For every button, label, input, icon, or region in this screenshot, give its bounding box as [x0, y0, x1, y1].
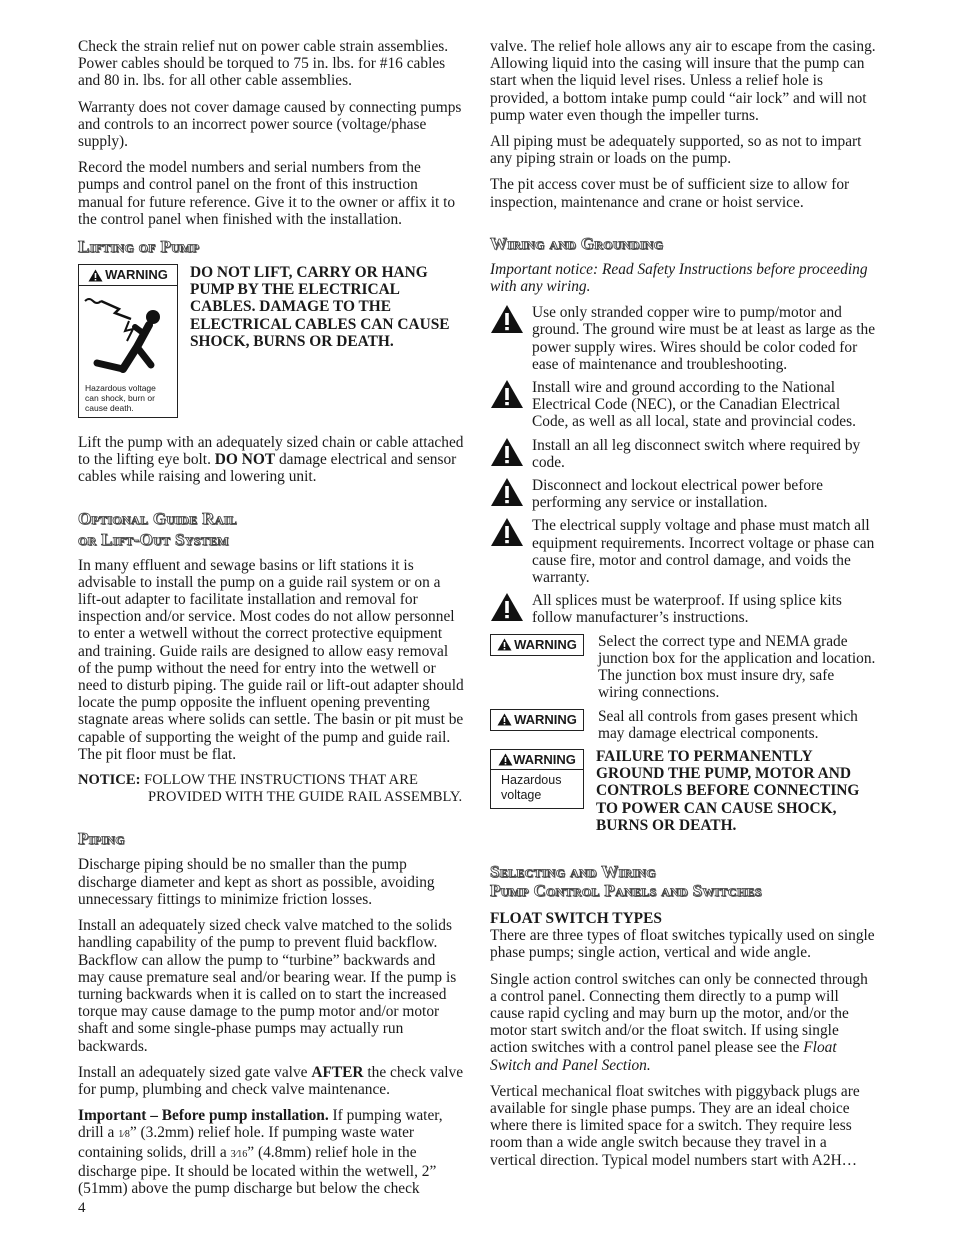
warning-triangle-icon — [498, 753, 513, 766]
float-paragraph-2: Single action control switches can only be connected through a control panel. Connecting them directly to a pump will cause rapid cycling and may burn up the motor, and/or the motor start switch and/or the float switch. If using single action switches with a control panel please see the Float Switch and Panel Section. — [490, 970, 868, 1074]
warning-triangle-icon — [490, 477, 532, 511]
left-column — [78, 38, 464, 1206]
lift-out-heading: or Lift-Out System — [78, 529, 229, 549]
hazard-caption: Hazardous voltage can shock, burn or cause death. — [85, 383, 156, 414]
shock-warning-sign — [78, 264, 178, 418]
piping-paragraph-2: Install an adequately sized check valve matched to the solids handling capability of the pump to prevent fluid backflow. Backflow can allow the pump to “turbine” backwards and may cause premature seal and/or bearing wear. If the pump is turning backwards when it is called on to start the increased torque may cause damage to the pump motor and/or motor shaft and some single-phase pumps may actually run backwards. — [78, 917, 457, 1055]
lifting-heading: Lifting of Pump — [78, 237, 200, 257]
lifting-warning-block — [78, 264, 464, 418]
piping-heading: Piping — [78, 829, 125, 849]
wiring-bullet: All splices must be waterproof. If using splice kits follow manufacturer’s instructions. — [490, 592, 876, 626]
electric-shock-icon — [79, 287, 175, 383]
piping-paragraph-3: Install an adequately sized gate valve AFTER the check valve for pump, plumbing and check valve maintenance. — [78, 1063, 464, 1098]
wiring-bullet: The electrical supply voltage and phase must match all equipment requirements. Incorrect voltage or phase can cause fire, motor and control damage, and voids the warranty. — [490, 517, 876, 586]
lifting-warning-text: DO NOT LIFT, CARRY OR HANG PUMP BY THE ELECTRICAL CABLES. DAMAGE TO THE ELECTRICAL CABLES CAN CAUSE SHOCK, BURNS OR DEATH. — [190, 264, 450, 350]
page-number: 4 — [78, 1200, 86, 1216]
warning-triangle-icon — [490, 517, 532, 551]
wiring-bullet: Install wire and ground according to the National Electrical Code (NEC), or the Canadian Electrical Code, as well as all local, state and provincial codes. — [490, 379, 876, 431]
guide-rail-paragraph: In many effluent and sewage basins or lift stations it is advisable to install the pump on a guide rail system or on a lift-out adapter to facilitate installation and removal for inspection and/or service. Most codes do not allow personnel to enter a wetwell without the correct protective equipment and training. Guide rails are designed to allow easy removal of the pump without the need for entry into the wetwell or need to disturb piping. The guide rail or lift-out adapter should locate the pump opposite the influent opening preventing stagnate areas where solids can settle. The basin or pit must be capable of supporting the weight of the pump and guide rail. The pit floor must be flat. — [78, 556, 464, 763]
pit-cover-paragraph: The pit access cover must be of sufficient size to allow for inspection, maintenance and crane or hoist service. — [490, 176, 850, 211]
guide-rail-heading: Optional Guide Rail — [78, 508, 237, 528]
selecting-heading: Selecting and Wiring — [490, 861, 657, 881]
wiring-heading: Wiring and Grounding — [490, 233, 664, 253]
right-column — [490, 38, 876, 1178]
warning-triangle-icon — [490, 379, 532, 413]
wiring-bullet: Install an all leg disconnect switch where required by code. — [490, 437, 876, 471]
float-paragraph-1: There are three types of float switches typically used on single phase pumps; single action, vertical and wide angle. — [490, 927, 875, 962]
float-switch-title: FLOAT SWITCH TYPES — [490, 909, 662, 927]
piping-paragraph-4: Important – Before pump installation. If pumping water, drill a 1⁄8” (3.2mm) relief hole. If pumping waste water containing solids, drill a 3⁄16” (4.8mm) relief hole in the discharge pipe. It should be located within the wetwell, 2” (51mm) above the pump discharge but below the check — [78, 1107, 443, 1197]
lift-instructions: Lift the pump with an adequately sized chain or cable attached to the lifting eye bolt. DO NOT damage electrical and sensor cables while raising and lowering unit. — [78, 434, 464, 486]
warning-triangle-icon — [490, 437, 532, 471]
guide-rail-notice: NOTICE: FOLLOW THE INSTRUCTIONS THAT ARE PROVIDED WITH THE GUIDE RAIL ASSEMBLY. — [78, 772, 463, 806]
seal-controls-warning: WARNING Seal all controls from gases present which may damage electrical components. — [490, 708, 876, 742]
junction-box-warning: WARNING Select the correct type and NEMA grade junction box for the application and location. The junction box must insure dry, safe wiring connections. — [490, 633, 876, 702]
strain-relief-paragraph: Check the strain relief nut on power cable strain assemblies. Power cables should be torqued to 75 in. lbs. for #16 cables and 80 in. lbs. for all other cable assemblies. — [78, 38, 449, 90]
relief-hole-paragraph: valve. The relief hole allows any air to escape from the casing. Allowing liquid into the casing will insure that the pump can start when the liquid level rises. Unless a relief hole is provided, a bottom intake pump could “air lock” and will not pump water even though the impeller turns. — [490, 38, 876, 124]
wiring-bullet: Use only stranded copper wire to pump/motor and ground. The ground wire must be at least as large as the power supply wires. Wires should be color coded for ease of maintenance and troubleshooting. — [490, 304, 876, 373]
warning-triangle-icon — [497, 638, 512, 651]
warning-label: WARNING — [105, 267, 168, 283]
control-panels-heading: Pump Control Panels and Switches — [490, 880, 762, 900]
warning-triangle-icon — [497, 713, 512, 726]
wiring-notice: Important notice: Read Safety Instructions before proceeding with any wiring. — [490, 260, 868, 296]
warning-triangle-icon — [88, 269, 103, 282]
warning-triangle-icon — [490, 304, 532, 338]
piping-support-paragraph: All piping must be adequately supported, so as not to impart any piping strain or loads on the pump. — [490, 133, 862, 168]
wiring-bullet-list — [490, 304, 876, 626]
ground-warning: WARNING Hazardous voltage FAILURE TO PERMANENTLY GROUND THE PUMP, MOTOR AND CONTROLS BEFORE CONNECTING TO POWER CAN CAUSE SHOCK, BURNS OR DEATH. — [490, 748, 876, 834]
wiring-bullet: Disconnect and lockout electrical power before performing any service or installation. — [490, 477, 876, 511]
piping-paragraph-1: Discharge piping should be no smaller than the pump discharge diameter and kept as short as possible, avoiding unnecessary fittings to minimize friction losses. — [78, 856, 435, 908]
warning-triangle-icon — [490, 592, 532, 626]
record-paragraph: Record the model numbers and serial numbers from the pumps and control panel on the front of this instruction manual for future reference. Give it to the owner or affix it to the control panel when finished with the installation. — [78, 159, 456, 228]
warranty-paragraph: Warranty does not cover damage caused by connecting pumps and controls to an incorrect power source (voltage/phase supply). — [78, 98, 462, 151]
float-paragraph-3: Vertical mechanical float switches with piggyback plugs are available for single phase pumps. They are an ideal choice where there is limited space for a switch. They require less room than a wide angle switch because they travel in a vertical direction. Typical model numbers start with A2H… — [490, 1082, 860, 1169]
